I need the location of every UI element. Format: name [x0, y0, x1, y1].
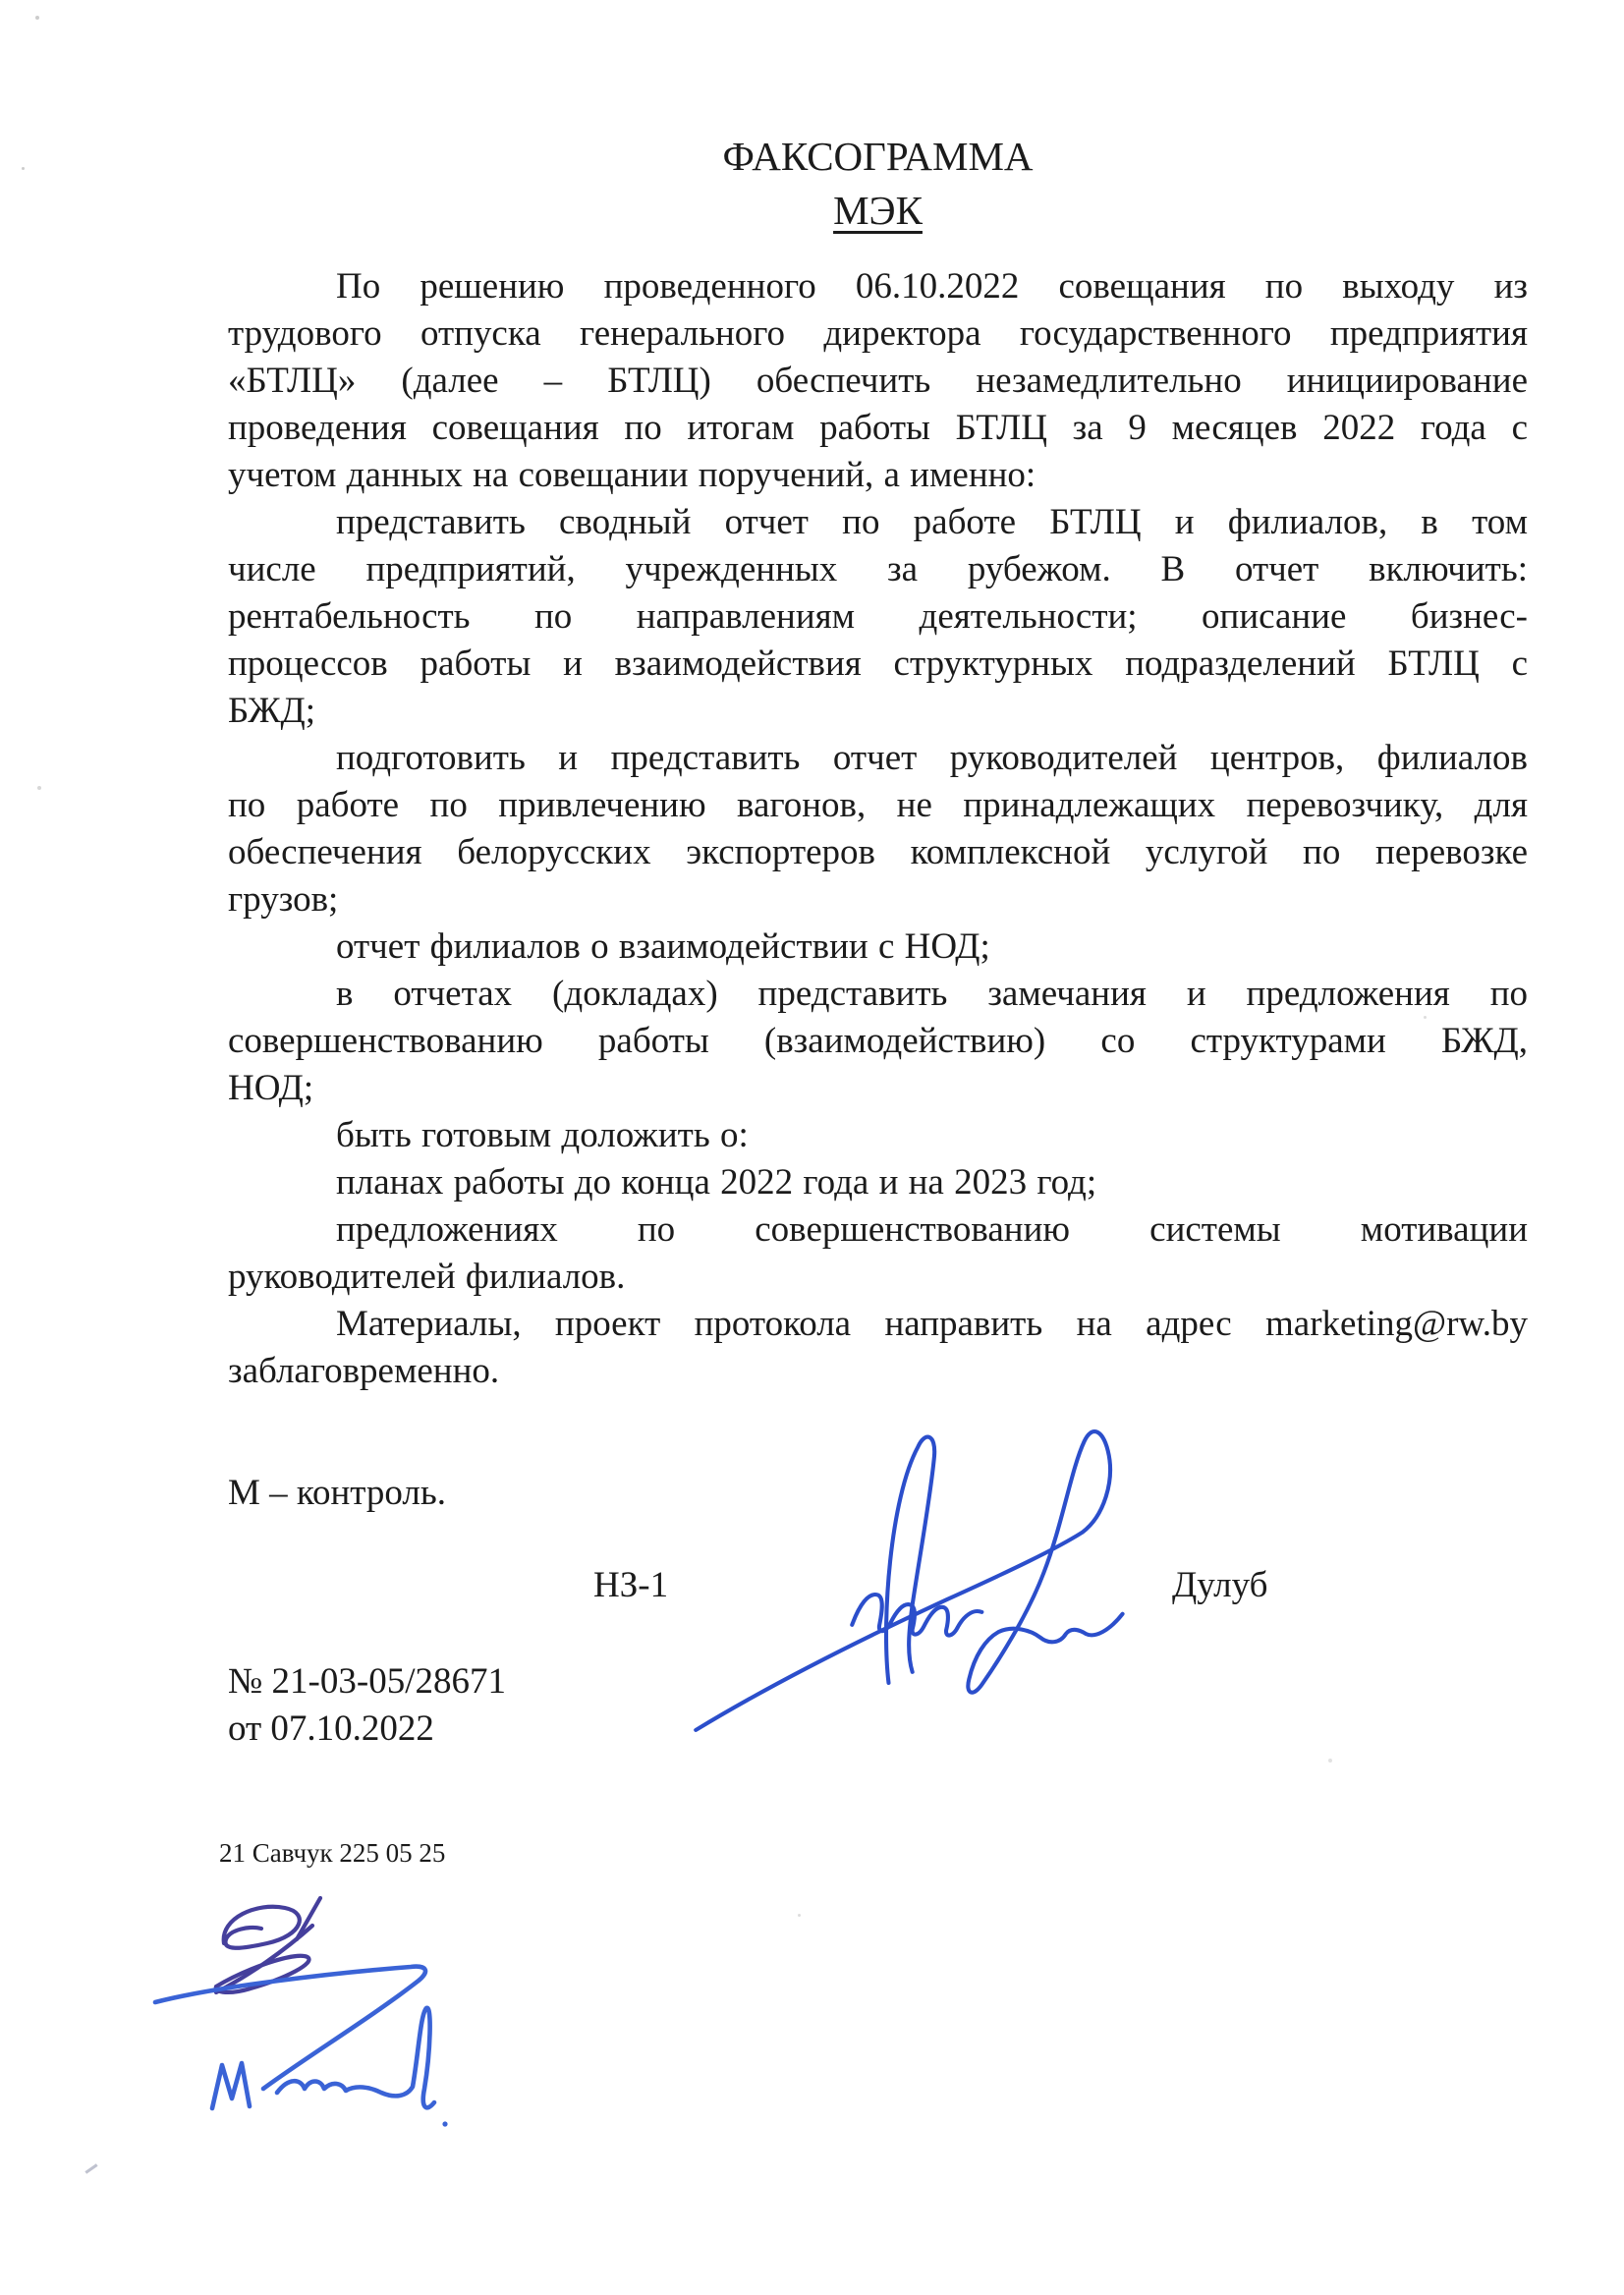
body-paragraph: [228, 735, 1528, 924]
scan-speck: [1424, 1016, 1427, 1019]
text-line: подготовить и представить отчет руководителей центров, филиалов: [336, 738, 1528, 778]
registration-number: № 21-03-05/28671: [228, 1661, 506, 1702]
text-line: По решению проведенного 06.10.2022 совещания по выходу из: [336, 266, 1528, 307]
body-paragraph: [228, 499, 1528, 735]
text-line: учетом данных на совещании поручений, а именно:: [228, 455, 1036, 495]
scan-speck: [84, 2163, 97, 2173]
text-line: заблаговременно.: [228, 1351, 500, 1391]
text-line: представить сводный отчет по работе БТЛЦ и филиалов, в том: [336, 502, 1528, 542]
body-paragraph: [228, 1301, 1528, 1395]
text-line: НОД;: [228, 1068, 314, 1108]
text-line: трудового отпуска генерального директора государственного предприятия: [228, 313, 1528, 354]
executor-note: 21 Савчук 225 05 25: [219, 1838, 446, 1868]
text-line: грузов;: [228, 879, 339, 920]
text-line: рентабельность по направлениям деятельности; описание бизнес-: [228, 596, 1528, 637]
text-line: руководителей филиалов.: [228, 1257, 626, 1297]
text-line: БЖД;: [228, 691, 315, 731]
control-note: М – контроль.: [228, 1473, 447, 1513]
executor-signature: [147, 1896, 462, 2161]
scan-speck: [1497, 282, 1501, 286]
body-paragraph: [228, 1112, 1528, 1159]
body-paragraph: [228, 1159, 1528, 1206]
document-body: [228, 263, 1528, 1395]
director-signature: [673, 1411, 1130, 1764]
text-line: проведения совещания по итогам работы БТЛЦ за 9 месяцев 2022 года с: [228, 408, 1528, 448]
scan-speck: [22, 167, 25, 170]
text-line: быть готовым доложить о:: [336, 1115, 749, 1155]
document-header: [228, 130, 1528, 238]
text-line: обеспечения белорусских экспортеров комплексной услугой по перевозке: [228, 832, 1528, 872]
body-paragraph: [228, 924, 1528, 971]
addressee-line: МЭК: [833, 188, 923, 233]
text-column: [228, 130, 1528, 1395]
text-line: планах работы до конца 2022 года и на 2023 год;: [336, 1162, 1097, 1203]
text-line: по работе по привлечению вагонов, не принадлежащих перевозчику, для: [228, 785, 1528, 825]
document-type-title: ФАКСОГРАММА: [722, 134, 1034, 179]
registration-date: от 07.10.2022: [228, 1708, 434, 1749]
text-line: в отчетах (докладах) представить замечания и предложения по: [336, 974, 1528, 1014]
text-line: числе предприятий, учрежденных за рубежом. В отчет включить:: [228, 549, 1528, 589]
signer-name: Дулуб: [1172, 1565, 1268, 1605]
text-line: процессов работы и взаимодействия структурных подразделений БТЛЦ с: [228, 644, 1528, 684]
body-paragraph: [228, 971, 1528, 1112]
position-code: НЗ-1: [593, 1565, 669, 1605]
scan-speck: [37, 786, 41, 790]
scan-speck: [798, 1914, 801, 1917]
text-line: Материалы, проект протокола направить на адрес marketing@rw.by: [336, 1304, 1528, 1344]
text-line: предложениях по совершенствованию системы мотивации: [336, 1209, 1528, 1250]
body-paragraph: [228, 263, 1528, 499]
text-line: отчет филиалов о взаимодействии с НОД;: [336, 926, 990, 967]
body-paragraph: [228, 1206, 1528, 1301]
text-line: совершенствованию работы (взаимодействию) со структурами БЖД,: [228, 1021, 1528, 1061]
text-line: «БТЛЦ» (далее – БТЛЦ) обеспечить незамедлительно инициирование: [228, 361, 1528, 401]
scan-speck: [35, 16, 39, 20]
scan-speck: [1328, 1759, 1332, 1763]
